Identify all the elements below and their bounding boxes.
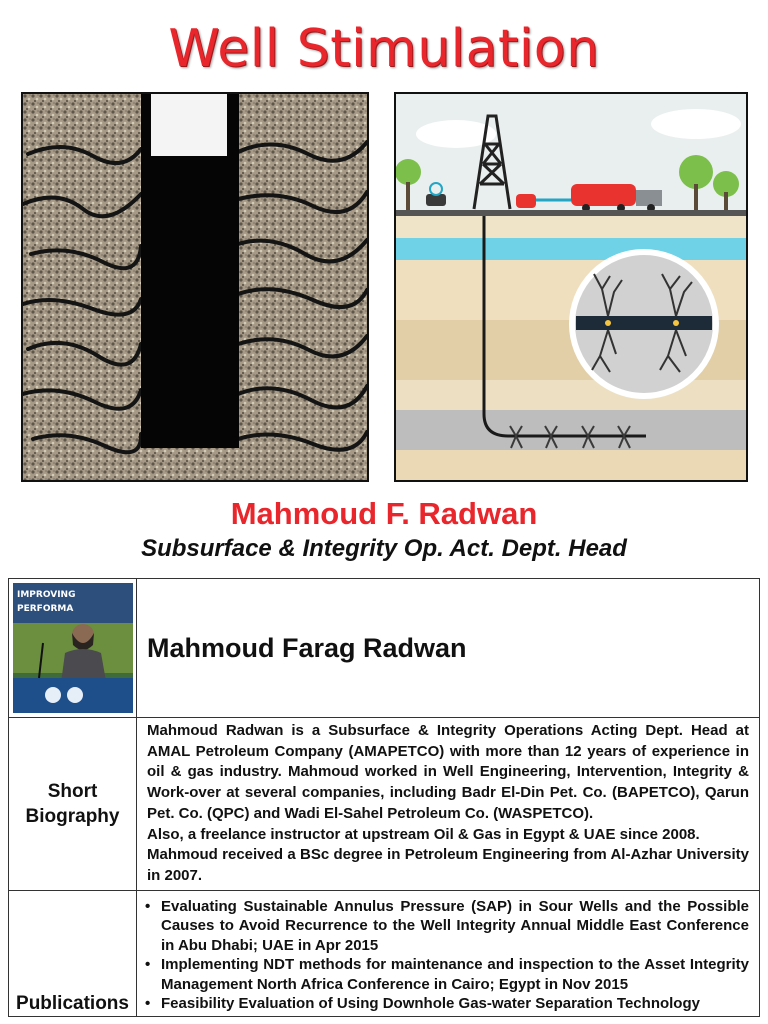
profile-full-name: Mahmoud Farag Radwan: [137, 579, 760, 718]
profile-row-header: [9, 579, 760, 718]
photo-cell: [9, 579, 137, 718]
publications-label: Publications: [9, 890, 137, 1016]
bio-label: Short Biography: [9, 718, 137, 891]
bio-paragraph: Mahmoud received a BSc degree in Petroleum Engineering from Al-Azhar University in 2007.: [147, 846, 749, 884]
profile-table: [8, 578, 760, 1017]
svg-text:IMPROVING: IMPROVING: [16, 590, 75, 600]
bio-paragraph: Also, a freelance instructor at upstream Oil & Gas in Egypt & UAE since 2008.: [147, 825, 700, 843]
publication-item: • Implementing NDT methods for maintenance and inspection to the Asset Integrity Management North Africa Conference in Cairo; Egypt in Nov 2015: [143, 955, 749, 994]
presenter-name: Mahmoud F. Radwan: [230, 496, 538, 531]
publications-list: [143, 897, 749, 1014]
publication-item: • Feasibility Evaluation of Using Downhole Gas-water Separation Technology: [143, 994, 749, 1014]
hydraulic-fracturing-image: [394, 92, 748, 482]
publications-list-cell: [137, 890, 760, 1016]
bio-text: [137, 718, 760, 891]
publication-item: • Evaluating Sustainable Annulus Pressure (SAP) in Sour Wells and the Possible Causes to Avoid Recurrence to the Well Integrity Annual Middle East Conference in Abu Dhabi; UAE in Apr 2015: [143, 897, 749, 956]
fractured-formation-wellbore-icon: [23, 94, 367, 480]
speaker-photo: [13, 583, 133, 713]
page-title: Well Stimulation: [168, 19, 600, 79]
fractured-formation-image: [21, 92, 369, 482]
profile-row-publications: [9, 890, 760, 1016]
hydraulic-fracturing-diagram-icon: [396, 94, 746, 480]
presenter-position: Subsurface & Integrity Op. Act. Dept. Head: [141, 535, 627, 562]
bio-paragraph: Mahmoud Radwan is a Subsurface & Integrity Operations Acting Dept. Head at AMAL Petroleum Company (AMAPETCO) with more than 12 years of experience in oil & gas industry. Mahmoud worked in Well Engineering, Intervention, Integrity & Work-over at several companies, including Badr El-Din Pet. Co. (BAPETCO), Qarun Pet. Co. (QPC) and Wadi El-Sahel Petroleum Co. (WASPETCO).: [147, 722, 749, 822]
svg-text:PERFORMA: PERFORMA: [16, 604, 73, 614]
profile-row-bio: [9, 718, 760, 891]
